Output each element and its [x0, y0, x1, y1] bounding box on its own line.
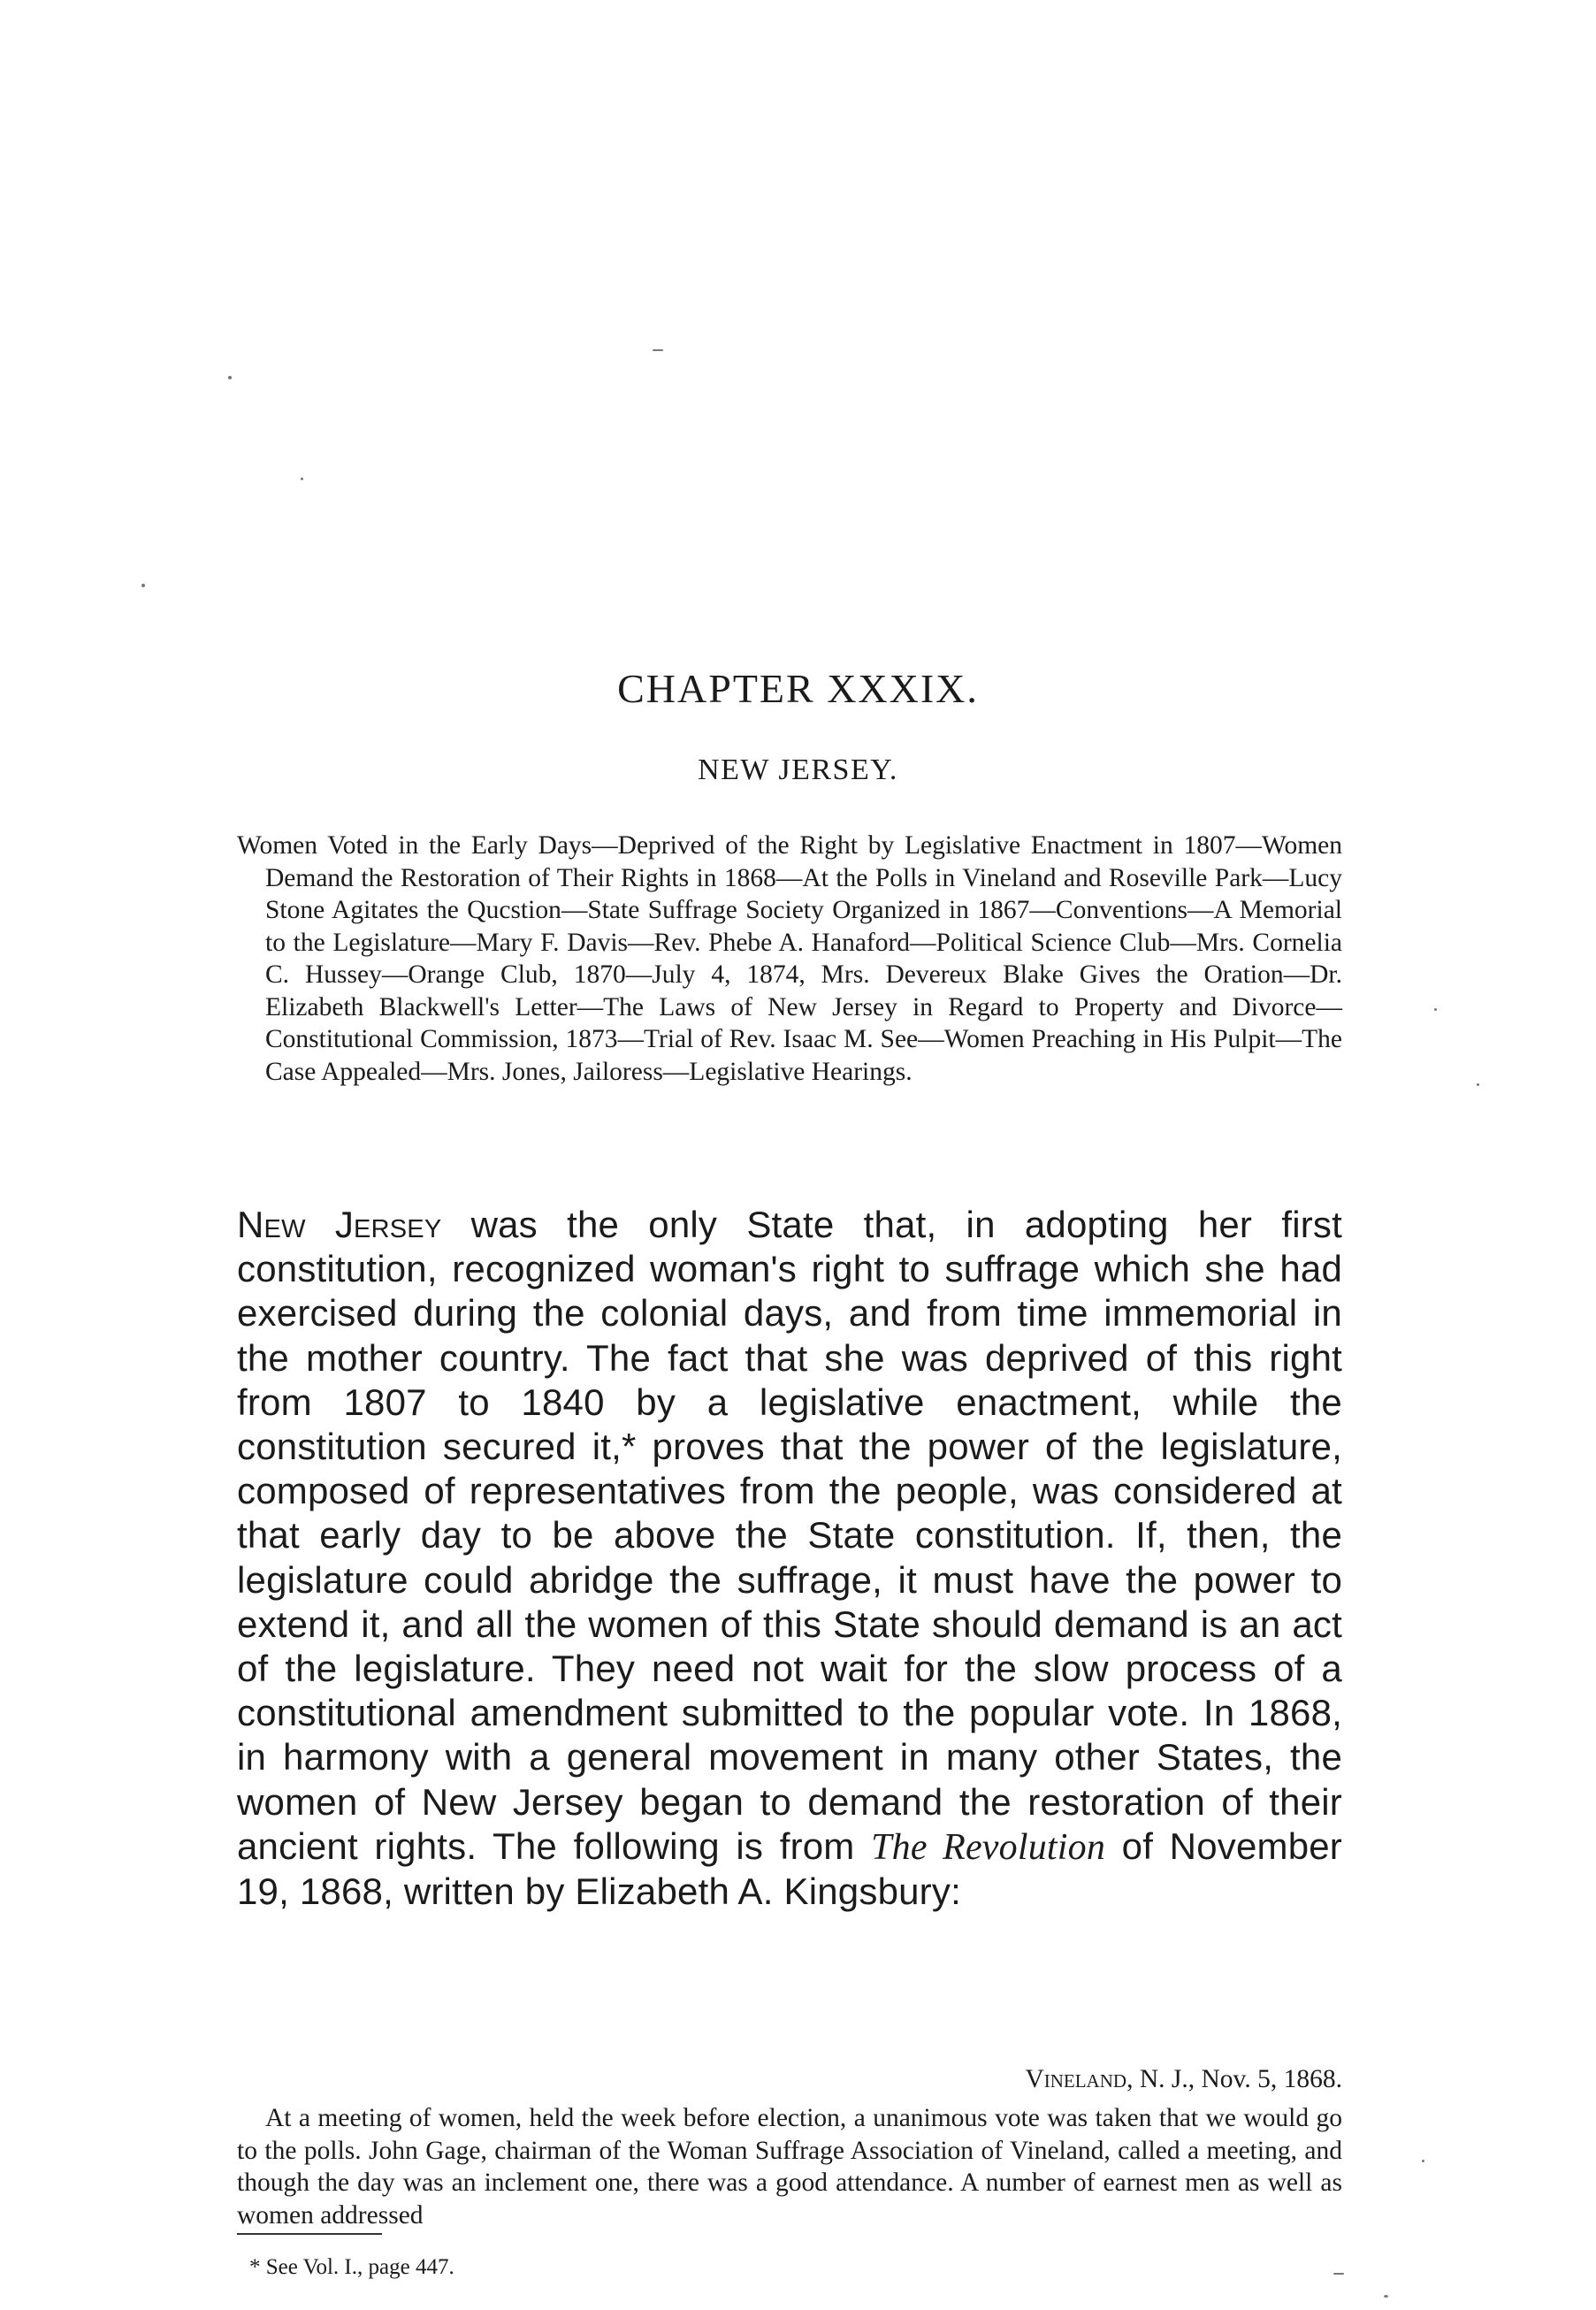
publication-title: The Revolution — [871, 1826, 1106, 1868]
scan-speck — [653, 349, 663, 351]
body-text-part-2: of November 19, 1868, written by Elizabeth A. Kingsbury: — [237, 1824, 1342, 1913]
dateline-place: Vineland — [1025, 2065, 1127, 2093]
dateline-rest: , N. J., Nov. 5, 1868. — [1126, 2065, 1342, 2093]
scan-speck — [141, 584, 145, 587]
scan-speck — [301, 478, 303, 480]
scan-speck — [1333, 2273, 1344, 2275]
section-title: NEW JERSEY. — [698, 753, 898, 786]
chapter-title: CHAPTER XXXIX. — [617, 666, 979, 711]
scan-speck — [1384, 2295, 1388, 2298]
footnote: * See Vol. I., page 447. — [249, 2255, 454, 2279]
footnote-divider — [237, 2233, 382, 2235]
scan-speck — [1477, 1083, 1479, 1086]
body-lead-words: New Jersey — [237, 1204, 442, 1245]
scan-speck — [1422, 2160, 1424, 2162]
scan-speck — [228, 376, 232, 379]
letter-dateline — [1025, 2065, 1342, 2094]
chapter-synopsis: Women Voted in the Early Days—Deprived of the Right by Legislative Enactment in 1807—Women Demand the Restoration of Their Rights in 1868—At the Polls in Vineland and Roseville Park—Lucy Stone Agitates the Qucstion—State Suffrage Society Organized in 1867—Conventions—A Memorial to the Legislature—Mary F. Davis—Rev. Phebe A. Hanaford—Political Science Club—Mrs. Cornelia C. Hussey—Orange Club, 1870—July 4, 1874, Mrs. Devereux Blake Gives the Oration—Dr. Elizabeth Blackwell's Letter—The Laws of New Jersey in Regard to Property and Divorce—Constitutional Commission, 1873—Trial of Rev. Isaac M. See—Women Preaching in His Pulpit—The Case Appealed—Mrs. Jones, Jailoress—Legislative Hearings. — [237, 831, 1342, 1086]
body-paragraph — [237, 1203, 1342, 1914]
letter-excerpt: At a meeting of women, held the week before election, a unanimous vote was taken that we would go to the polls. John Gage, chairman of the Woman Suffrage Association of Vineland, called a meeting, and though the day was an inclement one, there was a good attendance. A number of earnest men as well as women addressed — [237, 2104, 1342, 2230]
scan-speck — [1434, 1008, 1437, 1011]
body-text-part-1: was the only State that, in adopting her first constitution, recognized woman's right to suffrage which she had exercised during the colonial days, and from time immemorial in the mother country. The fact that she was deprived of this right from 1807 to 1840 by a legislative enactment, while the constitution secured it,* proves that the power of the legislature, composed of representatives from the people, was considered at that early day to be above the State constitution. If, then, the legislature could abridge the suffrage, it must have the power to extend it, and all the women of this State should demand is an act of the legislature. They need not wait for the slow process of a constitutional amendment submitted to the popular vote. In 1868, in harmony with a general movement in many other States, the women of New Jersey began to demand the restoration of their ancient rights. The following is from — [237, 1204, 1342, 1867]
